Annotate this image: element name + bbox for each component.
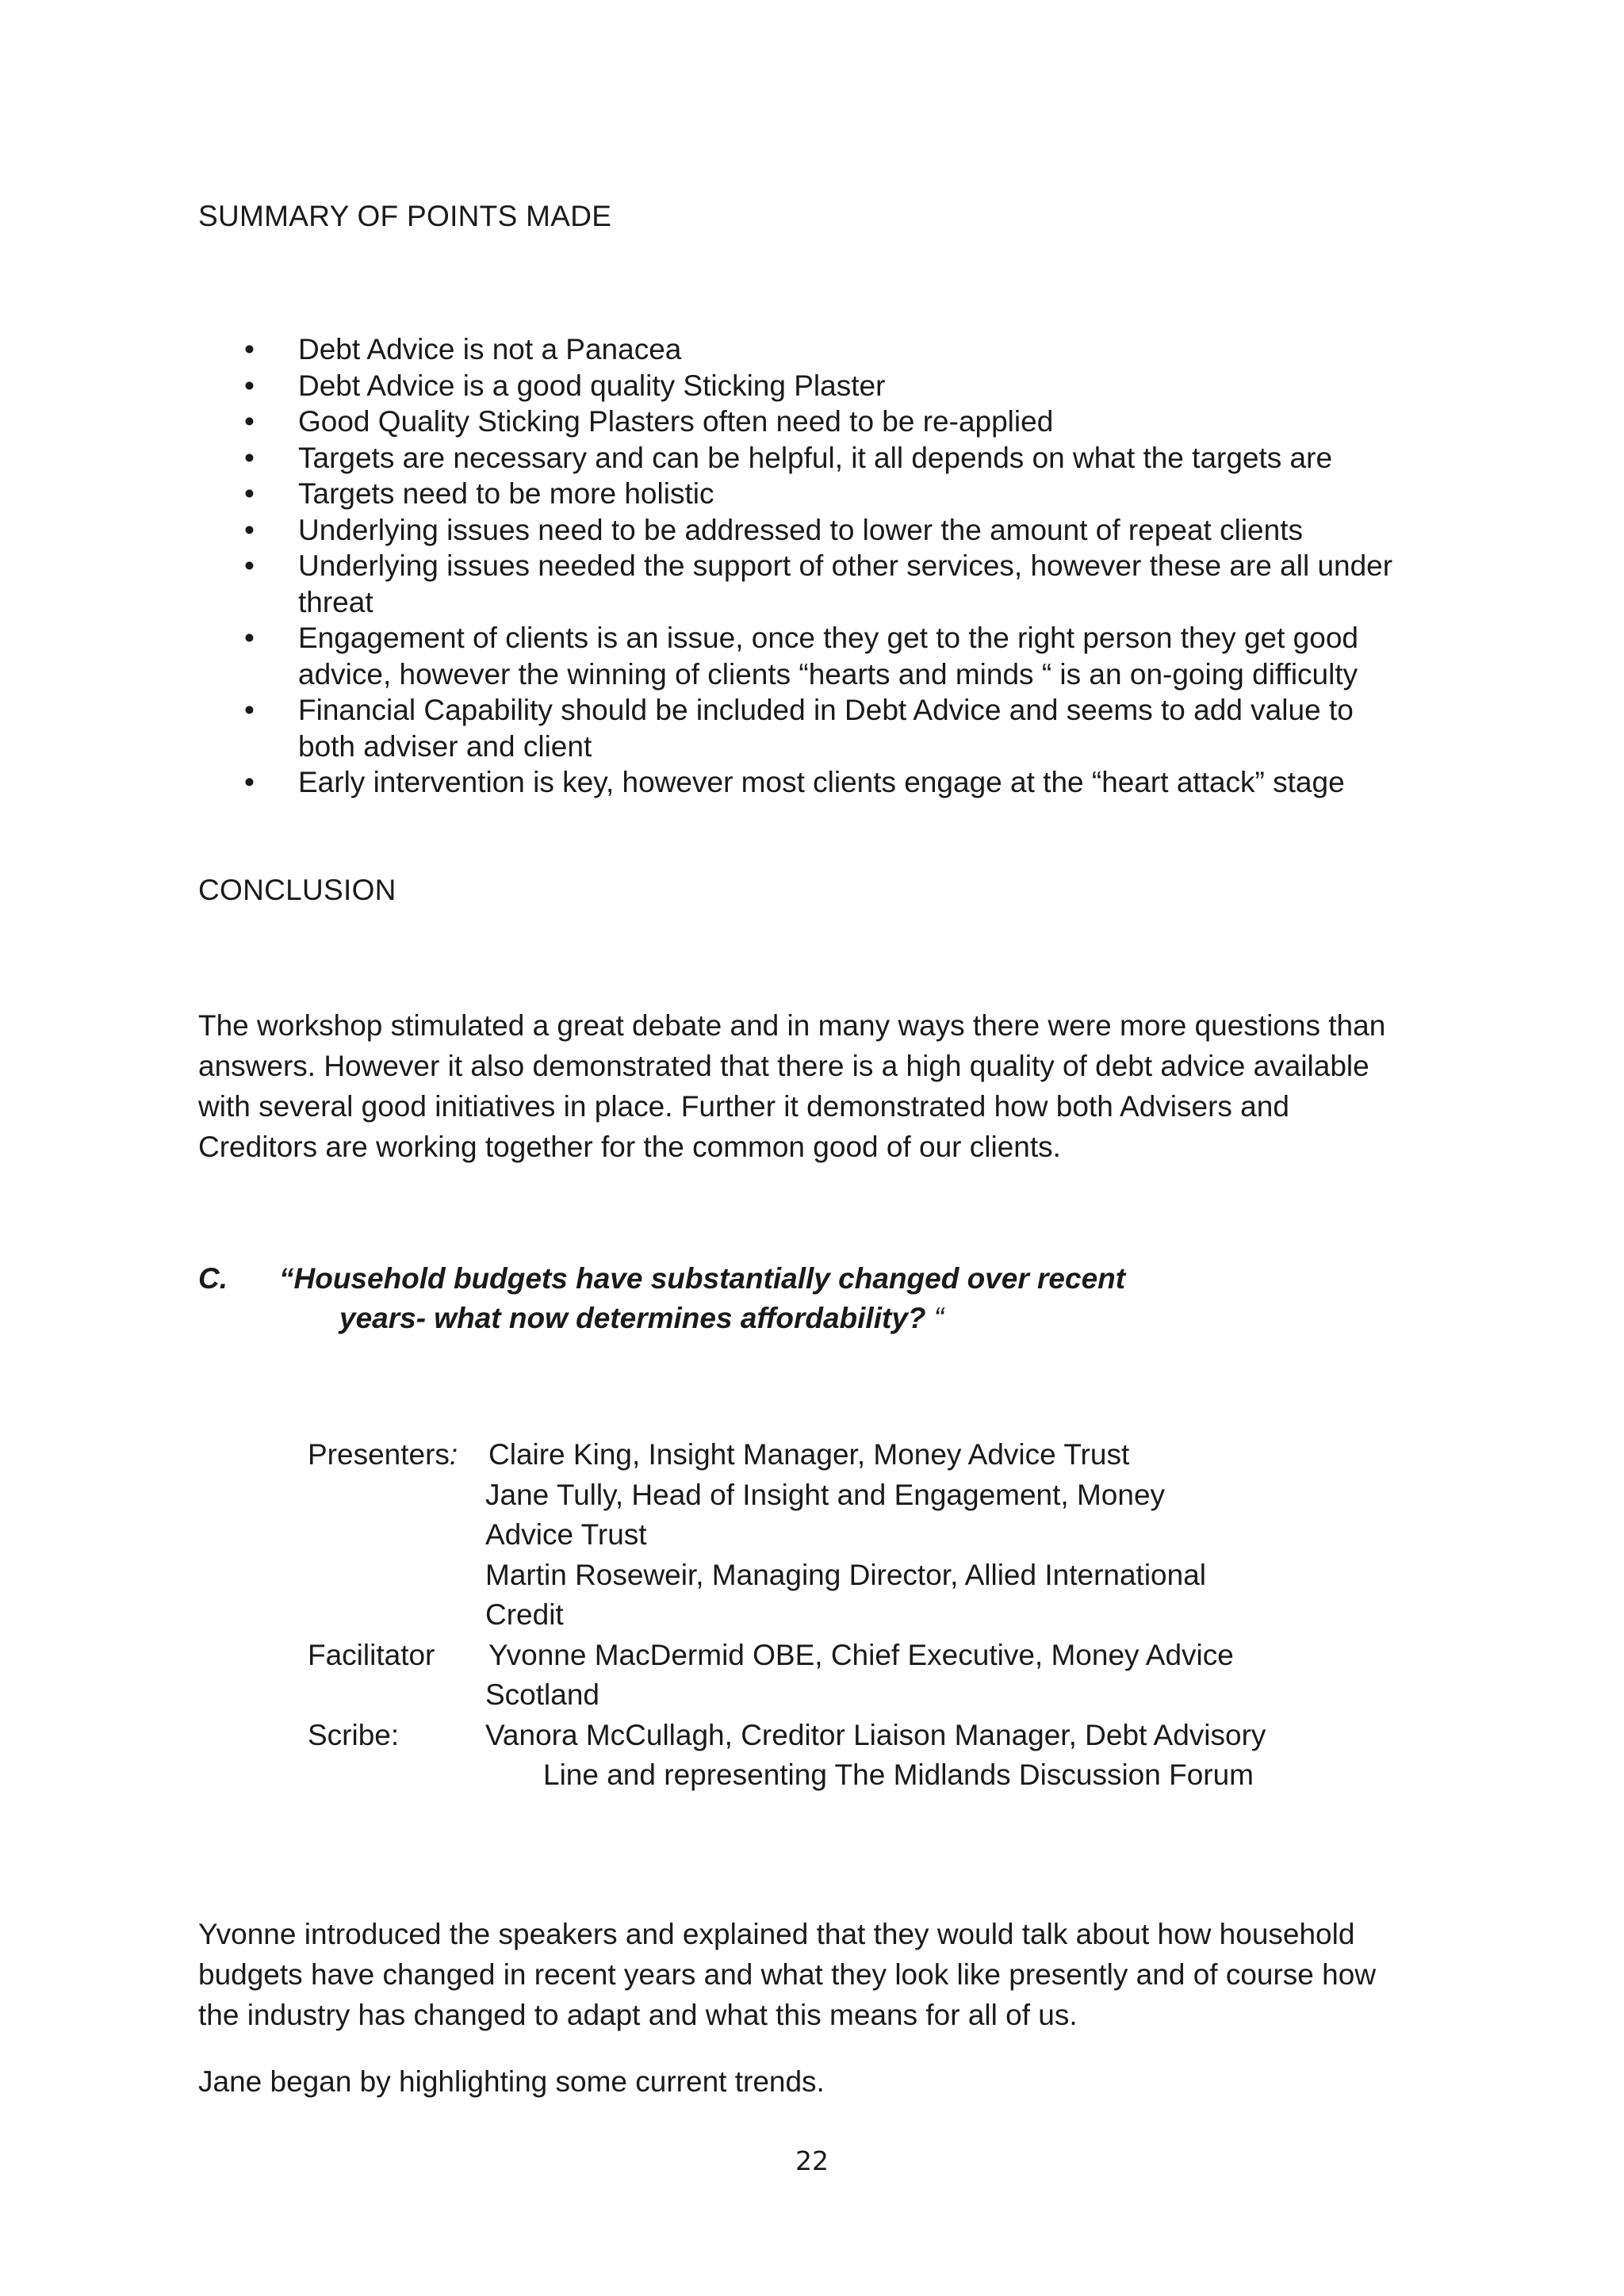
summary-list-item xyxy=(238,764,1459,801)
summary-item-text: Underlying issues needed the support of other services, however these are all under xyxy=(298,549,1393,582)
scribe-label: Scribe: xyxy=(308,1718,400,1751)
presenter-line: Credit xyxy=(485,1598,564,1631)
summary-item-text: both adviser and client xyxy=(298,729,592,763)
bullet-icon: • xyxy=(244,622,255,654)
summary-item-text: threat xyxy=(298,585,373,618)
presenter-line: Claire King, Insight Manager, Money Advice Trust xyxy=(488,1438,1130,1471)
intro-line: budgets have changed in recent years and what they look like presently and of course how xyxy=(198,1958,1377,1991)
summary-list-item xyxy=(238,331,1459,368)
summary-item-text: Debt Advice is a good quality Sticking Plaster xyxy=(298,369,886,402)
section-title-line-2 xyxy=(339,1299,944,1338)
presenter-line: Advice Trust xyxy=(485,1518,647,1551)
page-number: 22 xyxy=(795,2145,829,2176)
scribe-line: Vanora McCullagh, Creditor Liaison Manager, Debt Advisory xyxy=(485,1718,1266,1751)
conclusion-line: with several good initiatives in place. Further it demonstrated how both Advisers and xyxy=(198,1090,1289,1123)
presenters-label: Presenters: xyxy=(308,1438,458,1471)
summary-item-text: advice, however the winning of clients “hearts and minds “ is an on-going difficulty xyxy=(298,657,1358,691)
presenter-line: Jane Tully, Head of Insight and Engagement, Money xyxy=(485,1478,1166,1511)
facilitator-line: Yvonne MacDermid OBE, Chief Executive, Money Advice xyxy=(488,1638,1234,1671)
summary-item-text: Debt Advice is not a Panacea xyxy=(298,333,682,365)
scribe-line: Line and representing The Midlands Discussion Forum xyxy=(543,1758,1254,1791)
conclusion-line: Creditors are working together for the common good of our clients. xyxy=(198,1131,1061,1163)
presenter-line: Martin Roseweir, Managing Director, Allied International xyxy=(485,1558,1207,1591)
facilitator-line: Scotland xyxy=(485,1678,599,1711)
summary-heading: SUMMARY OF POINTS MADE xyxy=(198,200,612,232)
summary-item-text: Financial Capability should be included in Debt Advice and seems to add value to xyxy=(298,694,1354,726)
intro-line: Yvonne introduced the speakers and explained that they would talk about how household xyxy=(198,1918,1355,1950)
summary-list-item xyxy=(238,368,1459,404)
conclusion-line: answers. However it also demonstrated that there is a high quality of debt advice available xyxy=(198,1050,1369,1082)
bullet-icon: • xyxy=(244,694,255,726)
section-title-text: years- what now determines affordability? xyxy=(339,1302,926,1334)
conclusion-heading: CONCLUSION xyxy=(198,874,396,906)
summary-list-item xyxy=(238,476,1459,512)
summary-list-item xyxy=(238,548,1459,620)
summary-item-text: Targets are necessary and can be helpful, it all depends on what the targets are xyxy=(298,441,1333,474)
bullet-icon: • xyxy=(244,441,255,474)
section-title-tail: “ xyxy=(925,1302,944,1334)
summary-item-text: Targets need to be more holistic xyxy=(298,477,714,510)
summary-list-item xyxy=(238,620,1459,692)
bullet-icon: • xyxy=(244,549,255,582)
intro-line: the industry has changed to adapt and what this means for all of us. xyxy=(198,1999,1078,2031)
section-title-line-1: “Household budgets have substantially changed over recent xyxy=(279,1262,1126,1295)
summary-item-text: Early intervention is key, however most clients engage at the “heart attack” stage xyxy=(298,766,1345,798)
summary-list-item xyxy=(238,692,1459,764)
summary-list-item xyxy=(238,404,1459,440)
intro-paragraph xyxy=(198,1914,1467,2035)
bullet-icon: • xyxy=(244,333,255,365)
summary-item-text: Good Quality Sticking Plasters often need to be re-applied xyxy=(298,405,1054,438)
conclusion-paragraph xyxy=(198,1005,1467,1167)
bullet-icon: • xyxy=(244,513,255,546)
conclusion-line: The workshop stimulated a great debate and in many ways there were more questions than xyxy=(198,1009,1386,1042)
section-letter: C. xyxy=(198,1262,228,1295)
facilitator-label: Facilitator xyxy=(308,1638,435,1671)
bullet-icon: • xyxy=(244,766,255,798)
bullet-icon: • xyxy=(244,477,255,510)
summary-list xyxy=(238,331,1459,801)
summary-list-item xyxy=(238,512,1459,549)
summary-item-text: Engagement of clients is an issue, once they get to the right person they get good xyxy=(298,622,1358,654)
closing-paragraph: Jane began by highlighting some current trends. xyxy=(198,2065,825,2098)
summary-list-item xyxy=(238,440,1459,476)
bullet-icon: • xyxy=(244,369,255,402)
bullet-icon: • xyxy=(244,405,255,438)
summary-item-text: Underlying issues need to be addressed to lower the amount of repeat clients xyxy=(298,513,1303,546)
